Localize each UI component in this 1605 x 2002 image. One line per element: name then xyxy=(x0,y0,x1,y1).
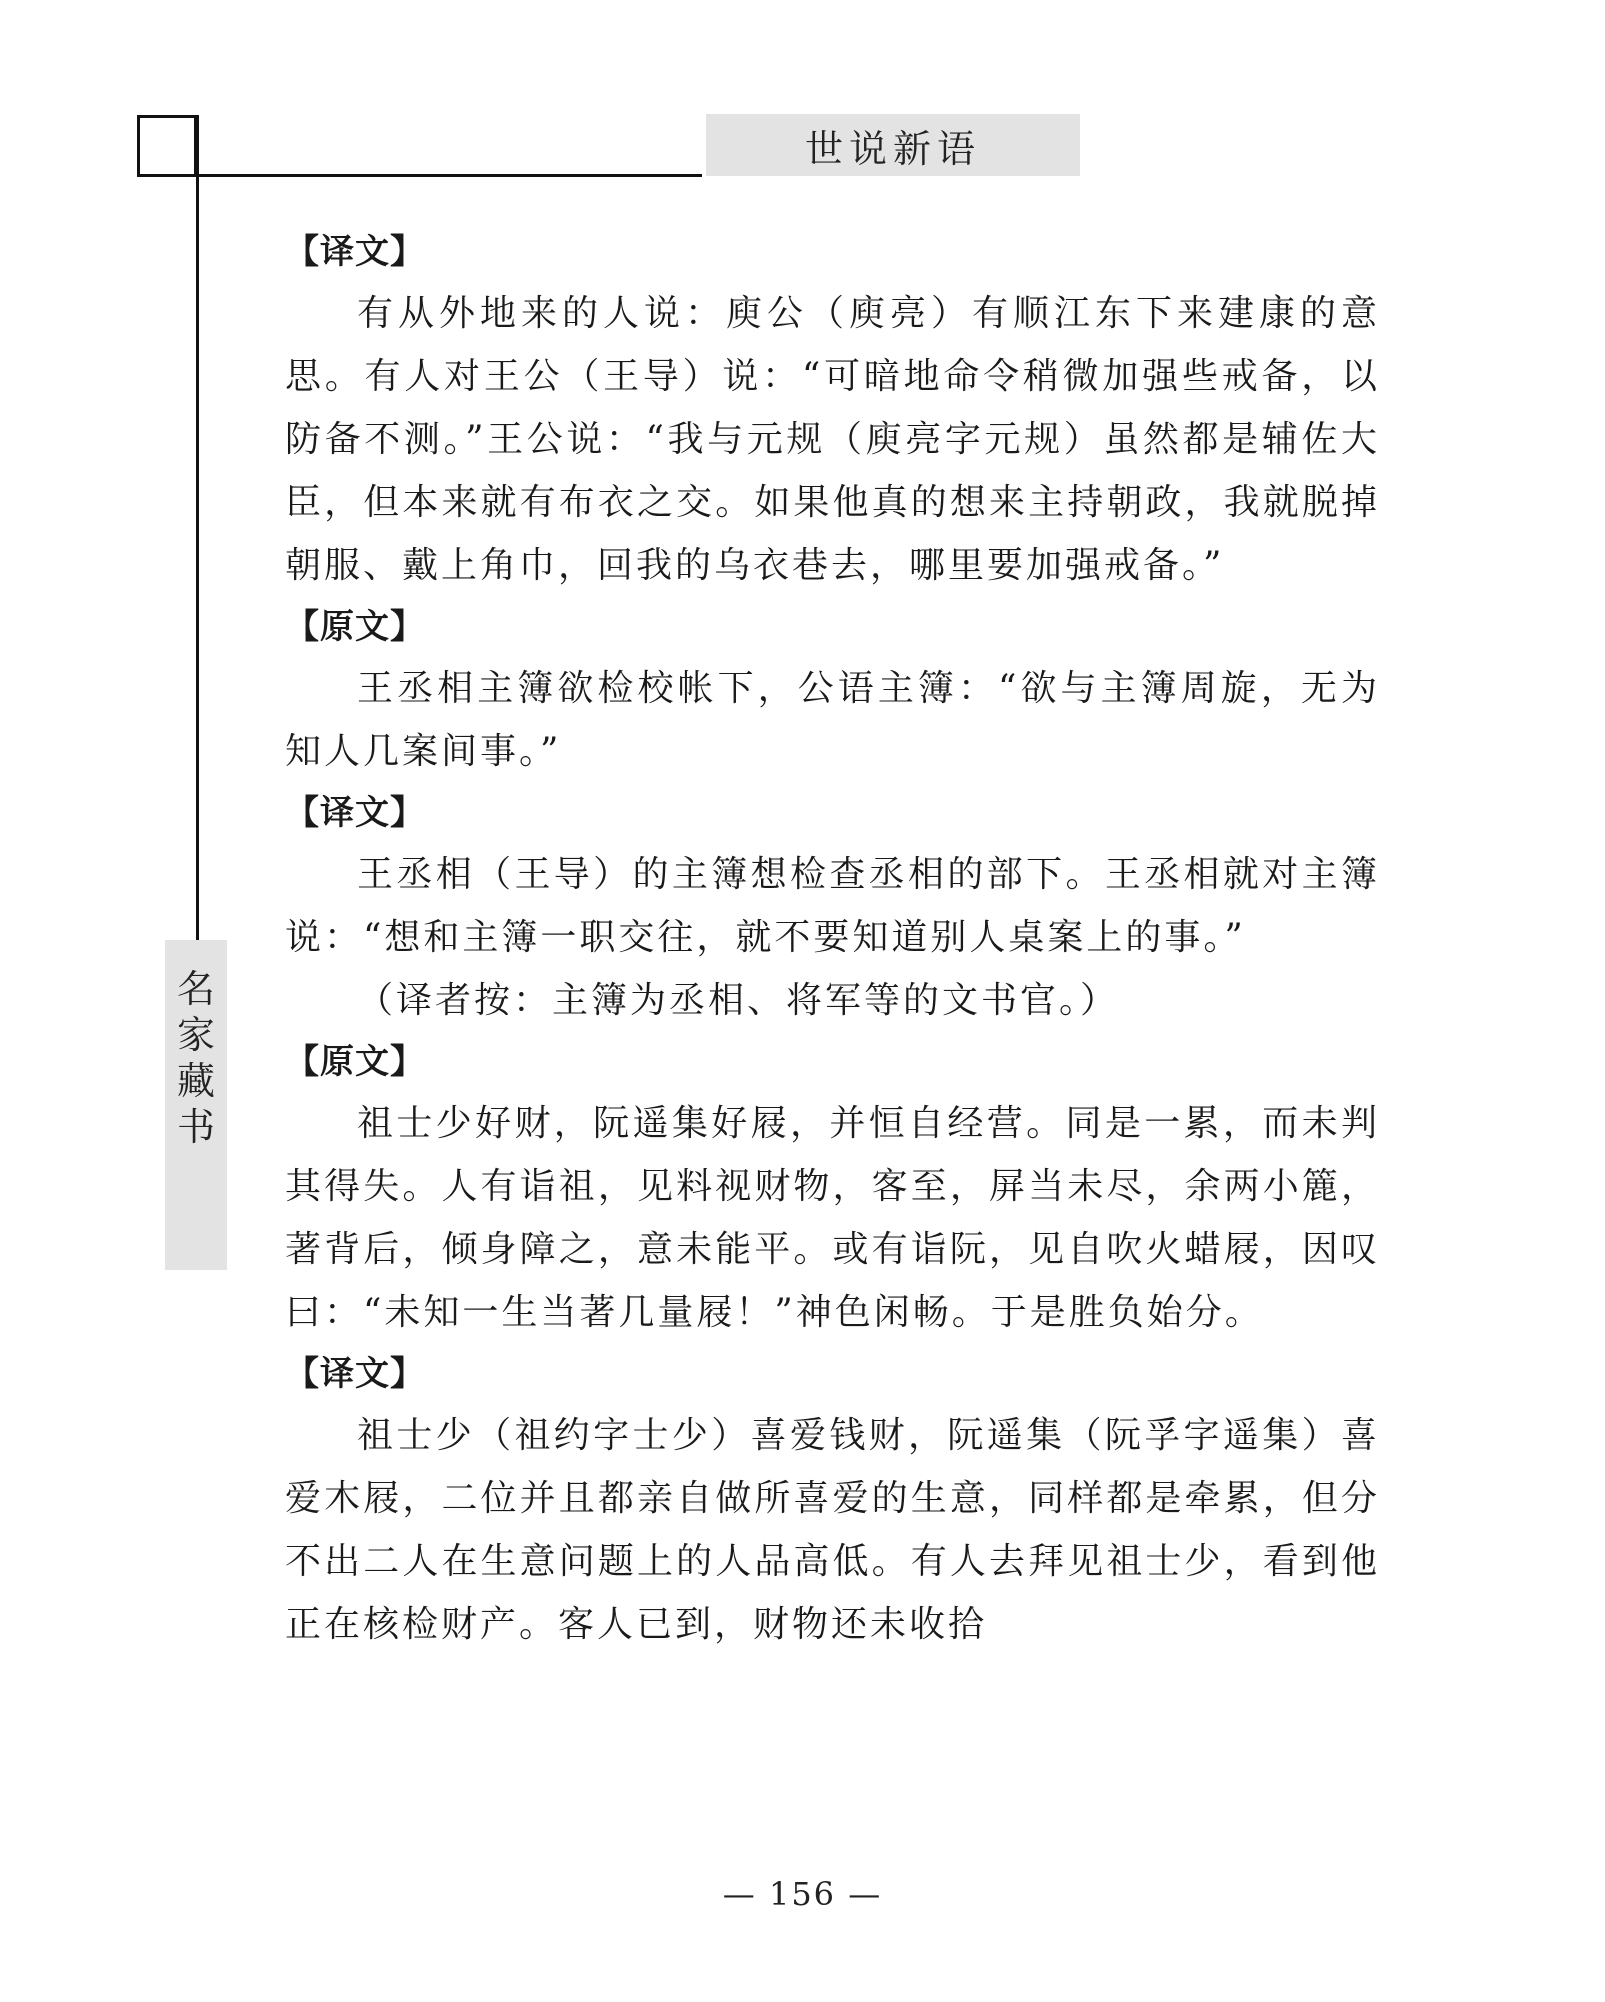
section-heading-translation: 【译文】 xyxy=(285,1354,425,1394)
header-rule xyxy=(197,174,702,177)
section-heading-translation: 【译文】 xyxy=(285,232,425,272)
corner-frame xyxy=(137,115,197,177)
page-body xyxy=(285,222,1380,1656)
margin-rule xyxy=(196,115,199,940)
paragraph: 有从外地来的人说：庾公（庾亮）有顺江东下来建康的意思。有人对王公（王导）说：“可暗地命令稍微加强些戒备，以防备不测。”王公说：“我与元规（庾亮字元规）虽然都是辅佐大臣，但本来就有布衣之交。如果他真的想来主持朝政，我就脱掉朝服、戴上角巾，回我的乌衣巷去，哪里要加强戒备。” xyxy=(285,293,1380,586)
side-tab-char: 书 xyxy=(176,1105,215,1149)
translator-note: （译者按：主簿为丞相、将军等的文书官。） xyxy=(357,980,1120,1021)
section-heading-translation: 【译文】 xyxy=(285,793,425,833)
page-number: — 156 — xyxy=(722,1875,883,1913)
paragraph: 祖士少好财，阮遥集好屐，并恒自经营。同是一累，而未判其得失。人有诣祖，见料视财物，客至，屏当未尽，余两小簏，著背后，倾身障之，意未能平。或有诣阮，见自吹火蜡屐，因叹曰：“未知一生当著几量屐！”神色闲畅。于是胜负始分。 xyxy=(285,1103,1380,1333)
book-title: 世说新语 xyxy=(706,114,1080,176)
side-tab-char: 藏 xyxy=(176,1059,215,1103)
paragraph: 王丞相主簿欲检校帐下，公语主簿：“欲与主簿周旋，无为知人几案间事。” xyxy=(285,668,1380,772)
side-tab-char: 家 xyxy=(176,1013,215,1057)
section-heading-original: 【原文】 xyxy=(285,607,425,647)
paragraph: 王丞相（王导）的主簿想检查丞相的部下。王丞相就对主簿说：“想和主簿一职交往，就不要知道别人桌案上的事。” xyxy=(285,854,1380,958)
section-heading-original: 【原文】 xyxy=(285,1042,425,1082)
side-tab xyxy=(165,940,227,1270)
side-tab-char: 名 xyxy=(176,967,215,1011)
paragraph: 祖士少（祖约字士少）喜爱钱财，阮遥集（阮孚字遥集）喜爱木屐，二位并且都亲自做所喜爱的生意，同样都是牵累，但分不出二人在生意问题上的人品高低。有人去拜见祖士少，看到他正在核检财产。客人已到，财物还未收拾 xyxy=(285,1415,1380,1645)
